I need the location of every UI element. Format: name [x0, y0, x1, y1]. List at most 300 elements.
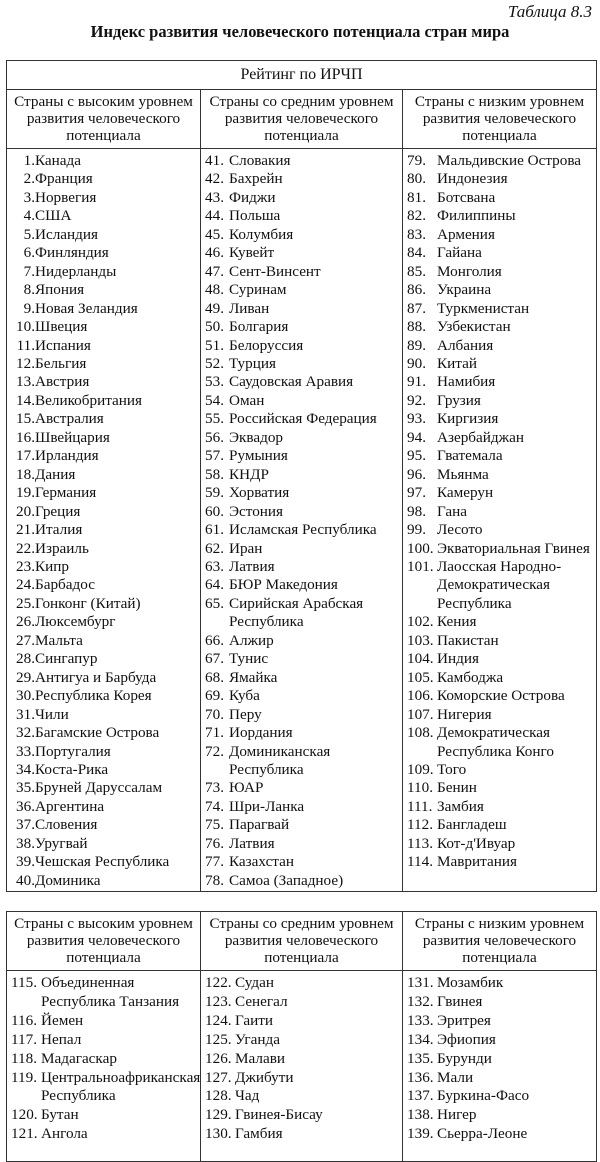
country-row	[205, 687, 400, 705]
rank-number: 85.	[407, 262, 426, 280]
country-row	[205, 816, 400, 834]
country-name: Малави	[235, 1049, 285, 1067]
country-name: Уганда	[235, 1030, 280, 1048]
country-name: Демократическая Республика Конго	[437, 724, 554, 760]
country-name: Непал	[41, 1030, 82, 1048]
country-name: Оман	[229, 391, 265, 409]
rank-number: 39.	[16, 853, 35, 871]
country-row	[205, 466, 400, 484]
country-row	[11, 521, 198, 539]
country-row	[407, 816, 594, 834]
column-header-high: Страны с высоким уровнем развития человеческого потенциала	[7, 912, 201, 971]
rank-number: 46.	[205, 244, 224, 262]
country-row	[205, 798, 400, 816]
rank-number: 12.	[16, 354, 35, 372]
country-name: Алжир	[229, 631, 274, 649]
country-row	[407, 724, 594, 761]
rank-number: 6.	[23, 244, 35, 262]
country-row	[11, 281, 198, 299]
country-name: Филиппины	[437, 207, 516, 225]
country-row	[11, 1068, 201, 1107]
country-row	[11, 226, 198, 244]
column-header-medium: Страны со средним уровнем развития человеческого потенциала	[201, 912, 403, 971]
country-row	[205, 1031, 400, 1050]
country-name: Великобритания	[35, 391, 143, 409]
country-row	[407, 1012, 594, 1031]
country-name: Латвия	[229, 557, 275, 575]
hdi-table-part-1	[6, 60, 597, 892]
country-name: Куба	[229, 687, 260, 705]
rank-number: 28.	[16, 650, 35, 668]
country-name: Чешская Республика	[35, 853, 170, 871]
country-name: Того	[437, 760, 467, 778]
country-name: Ботсвана	[437, 188, 496, 206]
country-name: Италия	[35, 521, 83, 539]
country-row	[205, 1125, 400, 1144]
rank-number: 119.	[11, 1068, 38, 1086]
rank-number: 23.	[16, 557, 35, 575]
country-name: Бахрейн	[229, 170, 283, 188]
country-name: Сингапур	[35, 650, 98, 668]
country-row	[407, 207, 594, 225]
rank-number: 88.	[407, 318, 426, 336]
country-name: Грузия	[437, 391, 481, 409]
country-name: Мавритания	[437, 853, 517, 871]
country-row	[407, 152, 594, 170]
rank-number: 81.	[407, 188, 426, 206]
country-row	[407, 189, 594, 207]
country-name: Парагвай	[229, 816, 290, 834]
country-name: Сент-Винсент	[229, 262, 321, 280]
country-row	[205, 355, 400, 373]
country-row	[205, 300, 400, 318]
rank-number: 134.	[407, 1030, 434, 1048]
country-row	[11, 816, 198, 834]
country-row	[407, 244, 594, 262]
rank-number: 114.	[407, 853, 434, 871]
country-name: Буркина-Фасо	[437, 1087, 530, 1105]
rank-number: 19.	[16, 484, 35, 502]
rank-number: 133.	[407, 1011, 434, 1029]
country-row	[11, 189, 198, 207]
rank-number: 136.	[407, 1068, 434, 1086]
country-name: Турция	[229, 354, 276, 372]
country-row	[11, 743, 198, 761]
country-row	[11, 263, 198, 281]
rank-number: 68.	[205, 668, 224, 686]
rank-number: 102.	[407, 613, 434, 631]
country-row	[11, 1012, 198, 1031]
country-name: Судан	[235, 974, 274, 991]
column-header-low: Страны с низким уровнем развития человеческого потенциала	[403, 912, 597, 971]
country-name: Финляндия	[35, 244, 109, 262]
rank-number: 51.	[205, 336, 224, 354]
country-name: Люксембург	[35, 613, 116, 631]
country-row	[205, 318, 400, 336]
country-row	[205, 170, 400, 188]
rank-number: 116.	[11, 1011, 38, 1029]
country-name: Белоруссия	[229, 336, 304, 354]
rank-number: 41.	[205, 152, 224, 169]
country-name: Доминика	[35, 871, 101, 889]
country-name: Киргизия	[437, 410, 499, 428]
country-list-low	[403, 971, 596, 1161]
country-name: Австрия	[35, 373, 90, 391]
country-row	[11, 337, 198, 355]
country-row	[11, 410, 198, 428]
country-name: Португалия	[35, 742, 111, 760]
country-row	[205, 1050, 400, 1069]
country-name: Мали	[437, 1068, 474, 1086]
rank-number: 73.	[205, 779, 224, 797]
country-row	[205, 1087, 400, 1106]
country-row	[11, 484, 198, 502]
column-header-high: Страны с высоким уровнем развития человеческого потенциала	[7, 90, 201, 149]
rank-number: 15.	[16, 410, 35, 428]
rank-number: 40.	[16, 871, 35, 889]
rank-number: 35.	[16, 779, 35, 797]
rating-header: Рейтинг по ИРЧП	[7, 61, 597, 90]
country-name: Пакистан	[437, 631, 499, 649]
country-row	[407, 392, 594, 410]
country-row	[205, 521, 400, 539]
country-name: БЮР Македония	[229, 576, 338, 594]
country-name: Казахстан	[229, 853, 294, 871]
country-row	[11, 632, 198, 650]
country-name: Эстония	[229, 502, 284, 520]
country-name: Йемен	[41, 1011, 84, 1029]
rank-number: 82.	[407, 207, 426, 225]
country-row	[407, 466, 594, 484]
country-name: Иран	[229, 539, 263, 557]
country-name: Нигерия	[437, 705, 492, 723]
country-row	[407, 779, 594, 797]
country-name: Доминиканская Республика	[229, 742, 331, 778]
country-row	[205, 576, 400, 594]
country-row	[205, 669, 400, 687]
country-row	[11, 724, 198, 742]
country-name: Шри-Ланка	[229, 797, 305, 815]
country-name: Гвинея-Бисау	[235, 1106, 323, 1124]
country-row	[407, 798, 594, 816]
country-row	[11, 761, 198, 779]
country-name: Гвинея	[437, 992, 483, 1010]
country-row	[205, 337, 400, 355]
country-name: Франция	[35, 170, 93, 188]
country-row	[205, 281, 400, 299]
rank-number: 123.	[205, 992, 232, 1010]
country-row	[205, 706, 400, 724]
country-row	[407, 281, 594, 299]
country-name: Япония	[35, 281, 85, 299]
country-row	[205, 743, 400, 780]
rank-number: 124.	[205, 1011, 232, 1029]
country-name: Коморские Острова	[437, 687, 565, 705]
rank-number: 24.	[16, 576, 35, 594]
rank-number: 31.	[16, 705, 35, 723]
country-name: Самоа (Западное)	[229, 871, 344, 889]
country-row	[407, 650, 594, 668]
country-row	[205, 595, 400, 632]
country-name: Нигер	[437, 1106, 477, 1124]
country-name: Гватемала	[437, 447, 503, 465]
country-name: Мьянма	[437, 465, 489, 483]
rank-number: 86.	[407, 281, 426, 299]
country-name: Эквадор	[229, 428, 284, 446]
country-name: Ангола	[41, 1125, 88, 1143]
country-name: Германия	[35, 484, 97, 502]
rank-number: 117.	[11, 1030, 38, 1048]
rank-number: 99.	[407, 521, 426, 539]
country-name: Суринам	[229, 281, 287, 299]
country-name: Австралия	[35, 410, 104, 428]
rank-number: 79.	[407, 152, 426, 169]
country-row	[205, 779, 400, 797]
rank-number: 137.	[407, 1087, 434, 1105]
country-row	[407, 521, 594, 539]
rank-number: 95.	[407, 447, 426, 465]
rank-number: 111.	[407, 797, 433, 815]
country-name: США	[35, 207, 72, 225]
country-name: Мадагаскар	[41, 1049, 117, 1067]
country-row	[11, 650, 198, 668]
country-row	[11, 576, 198, 594]
country-name: Перу	[229, 705, 262, 723]
country-row	[407, 974, 594, 993]
country-name: Индонезия	[437, 170, 508, 188]
country-name: КНДР	[229, 465, 269, 483]
rank-number: 80.	[407, 170, 426, 188]
table-number: Таблица 8.3	[507, 2, 592, 21]
country-list-high	[7, 971, 200, 1161]
country-row	[11, 318, 198, 336]
rank-number: 18.	[16, 465, 35, 483]
country-name: Объединенная Республика Танзания	[41, 974, 180, 1010]
country-row	[205, 974, 400, 993]
country-row	[205, 1069, 400, 1088]
country-row	[407, 1069, 594, 1088]
country-row	[407, 613, 594, 631]
country-name: Барбадос	[35, 576, 95, 594]
country-name: ЮАР	[229, 779, 264, 797]
country-row	[205, 373, 400, 391]
rank-number: 104.	[407, 650, 434, 668]
rank-number: 37.	[16, 816, 35, 834]
rank-number: 30.	[16, 687, 35, 705]
country-name: Исландия	[35, 225, 98, 243]
rank-number: 60.	[205, 502, 224, 520]
country-name: Коста-Рика	[35, 760, 109, 778]
country-name: Канада	[35, 152, 82, 169]
country-row	[407, 632, 594, 650]
country-row	[11, 1106, 198, 1125]
country-row	[11, 447, 198, 465]
country-name: Сьерра-Леоне	[437, 1125, 528, 1143]
rank-number: 74.	[205, 797, 224, 815]
country-name: Бенин	[437, 779, 477, 797]
page-title: Индекс развития человеческого потенциала стран мира	[90, 22, 510, 41]
rank-number: 62.	[205, 539, 224, 557]
country-row	[205, 429, 400, 447]
rank-number: 72.	[205, 742, 224, 760]
rank-number: 125.	[205, 1030, 232, 1048]
country-name: Кения	[437, 613, 477, 631]
country-name: Чили	[35, 705, 69, 723]
rank-number: 44.	[205, 207, 224, 225]
country-row	[11, 540, 198, 558]
country-name: Хорватия	[229, 484, 290, 502]
country-name: Центральноафриканская Республика	[41, 1068, 201, 1105]
country-row	[11, 669, 198, 687]
country-row	[205, 1012, 400, 1031]
country-name: Туркменистан	[437, 299, 530, 317]
country-name: Гонконг (Китай)	[35, 594, 141, 612]
column-header-low: Страны с низким уровнем развития человеческого потенциала	[403, 90, 597, 149]
country-row	[11, 392, 198, 410]
rank-number: 21.	[16, 521, 35, 539]
country-row	[407, 540, 594, 558]
country-row	[205, 189, 400, 207]
rank-number: 69.	[205, 687, 224, 705]
rank-number: 97.	[407, 484, 426, 502]
rank-number: 70.	[205, 705, 224, 723]
country-row	[11, 466, 198, 484]
country-name: Аргентина	[35, 797, 105, 815]
rank-number: 57.	[205, 447, 224, 465]
country-row	[205, 447, 400, 465]
country-name: Норвегия	[35, 188, 97, 206]
country-name: Новая Зеландия	[35, 299, 138, 317]
country-row	[11, 779, 198, 797]
country-name: Антигуа и Барбуда	[35, 668, 157, 686]
rank-number: 67.	[205, 650, 224, 668]
rank-number: 106.	[407, 687, 434, 705]
country-name: Польша	[229, 207, 281, 225]
country-row	[11, 429, 198, 447]
country-name: Швейцария	[35, 428, 110, 446]
country-name: Азербайджан	[437, 428, 524, 446]
country-name: Греция	[35, 502, 81, 520]
country-row	[11, 872, 198, 890]
country-name: Израиль	[35, 539, 89, 557]
country-name: Иордания	[229, 724, 293, 742]
rank-number: 7.	[23, 262, 35, 280]
rank-number: 58.	[205, 465, 224, 483]
country-row	[11, 503, 198, 521]
country-row	[407, 706, 594, 724]
rank-number: 56.	[205, 428, 224, 446]
country-row	[11, 207, 198, 225]
rank-number: 101.	[407, 557, 434, 575]
country-row	[11, 974, 198, 1012]
rank-number: 33.	[16, 742, 35, 760]
rank-number: 130.	[205, 1125, 232, 1143]
country-row	[205, 244, 400, 262]
country-name: Латвия	[229, 834, 275, 852]
country-row	[407, 263, 594, 281]
country-name: Бруней Даруссалам	[35, 779, 163, 797]
country-row	[11, 706, 198, 724]
country-name: Кипр	[35, 557, 69, 575]
country-row	[407, 170, 594, 188]
rank-number: 9.	[23, 299, 35, 317]
rank-number: 25.	[16, 594, 35, 612]
rank-number: 64.	[205, 576, 224, 594]
country-row	[205, 724, 400, 742]
rank-number: 93.	[407, 410, 426, 428]
rank-number: 118.	[11, 1049, 38, 1067]
country-row	[205, 207, 400, 225]
country-row	[407, 300, 594, 318]
country-row	[11, 798, 198, 816]
rank-number: 32.	[16, 724, 35, 742]
country-row	[407, 1031, 594, 1050]
rank-number: 65.	[205, 594, 224, 612]
country-name: Кувейт	[229, 244, 275, 262]
rank-number: 10.	[16, 318, 35, 336]
country-name: Сирийская Арабская Республика	[229, 594, 364, 631]
country-row	[407, 410, 594, 428]
rank-number: 113.	[407, 834, 434, 852]
country-name: Мозамбик	[437, 974, 504, 991]
rank-number: 50.	[205, 318, 224, 336]
country-name: Бутан	[41, 1106, 79, 1124]
rank-number: 94.	[407, 428, 426, 446]
country-name: Исламская Республика	[229, 521, 377, 539]
country-row	[205, 632, 400, 650]
rank-number: 103.	[407, 631, 434, 649]
country-name: Ямайка	[229, 668, 278, 686]
rank-number: 92.	[407, 391, 426, 409]
country-row	[407, 226, 594, 244]
rank-number: 75.	[205, 816, 224, 834]
country-row	[11, 558, 198, 576]
country-name: Словения	[35, 816, 98, 834]
country-name: Мальдивские Острова	[437, 152, 582, 169]
country-name: Колумбия	[229, 225, 294, 243]
rank-number: 1.	[23, 152, 35, 169]
rank-number: 121.	[11, 1125, 38, 1143]
rank-number: 127.	[205, 1068, 232, 1086]
country-row	[407, 1050, 594, 1069]
rank-number: 26.	[16, 613, 35, 631]
country-name: Гаити	[235, 1011, 274, 1029]
rank-number: 48.	[205, 281, 224, 299]
country-name: Кот-д'Ивуар	[437, 834, 516, 852]
rank-number: 87.	[407, 299, 426, 317]
country-row	[407, 1106, 594, 1125]
country-name: Монголия	[437, 262, 502, 280]
rank-number: 77.	[205, 853, 224, 871]
rank-number: 43.	[205, 188, 224, 206]
country-row	[205, 872, 400, 890]
country-name: Китай	[437, 354, 477, 372]
country-row	[11, 687, 198, 705]
country-name: Испания	[35, 336, 91, 354]
country-name: Чад	[235, 1087, 260, 1105]
country-row	[407, 669, 594, 687]
country-name: Румыния	[229, 447, 288, 465]
rank-number: 42.	[205, 170, 224, 188]
country-name: Республика Корея	[35, 687, 152, 705]
country-row	[205, 853, 400, 871]
rank-number: 11.	[16, 336, 35, 354]
country-name: Мальта	[35, 631, 83, 649]
country-row	[11, 300, 198, 318]
rank-number: 5.	[23, 225, 35, 243]
rank-number: 98.	[407, 502, 426, 520]
country-list-medium	[201, 149, 402, 891]
